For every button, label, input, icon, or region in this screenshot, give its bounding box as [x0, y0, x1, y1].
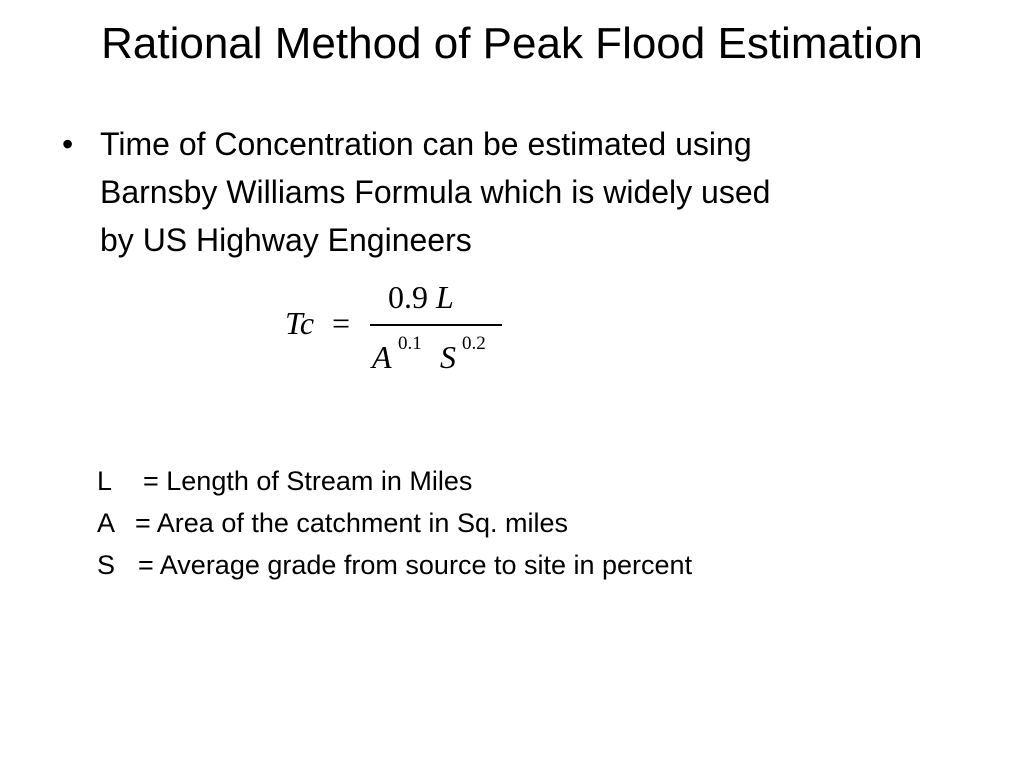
- denominator-base-a: A: [372, 339, 392, 375]
- formula-lhs: Tc: [285, 305, 315, 341]
- definition-text: = Length of Stream in Miles: [143, 466, 473, 496]
- bullet-line-2: Barnsby Williams Formula which is widely used: [100, 174, 771, 210]
- definition-symbol: L: [97, 466, 113, 496]
- definition-symbol: S: [97, 550, 116, 580]
- definition-text: = Average grade from source to site in percent: [138, 550, 693, 580]
- formula-denominator: [370, 333, 510, 377]
- numerator-variable: L: [436, 279, 454, 315]
- variable-definitions: [97, 460, 692, 586]
- bullet-text: [100, 120, 960, 264]
- definition-row-s: [97, 544, 692, 586]
- definition-text: = Area of the catchment in Sq. miles: [135, 508, 568, 538]
- denominator-exponent-s: 0.2: [462, 333, 486, 354]
- definition-row-l: [97, 460, 692, 502]
- bullet-line-1: Time of Concentration can be estimated using: [100, 126, 752, 162]
- formula-numerator: [388, 277, 454, 317]
- denominator-exponent-a: 0.1: [398, 333, 422, 354]
- slide-title: Rational Method of Peak Flood Estimation: [101, 19, 923, 68]
- bullet-marker: •: [62, 126, 74, 162]
- denominator-base-s: S: [440, 339, 456, 375]
- definition-symbol: A: [97, 508, 116, 538]
- definition-row-a: [97, 502, 692, 544]
- numerator-coefficient: 0.9: [388, 279, 428, 315]
- fraction-bar: [370, 324, 502, 326]
- time-of-concentration-formula: [282, 275, 522, 385]
- formula-equals: =: [332, 305, 351, 341]
- bullet-line-3: by US Highway Engineers: [100, 222, 472, 258]
